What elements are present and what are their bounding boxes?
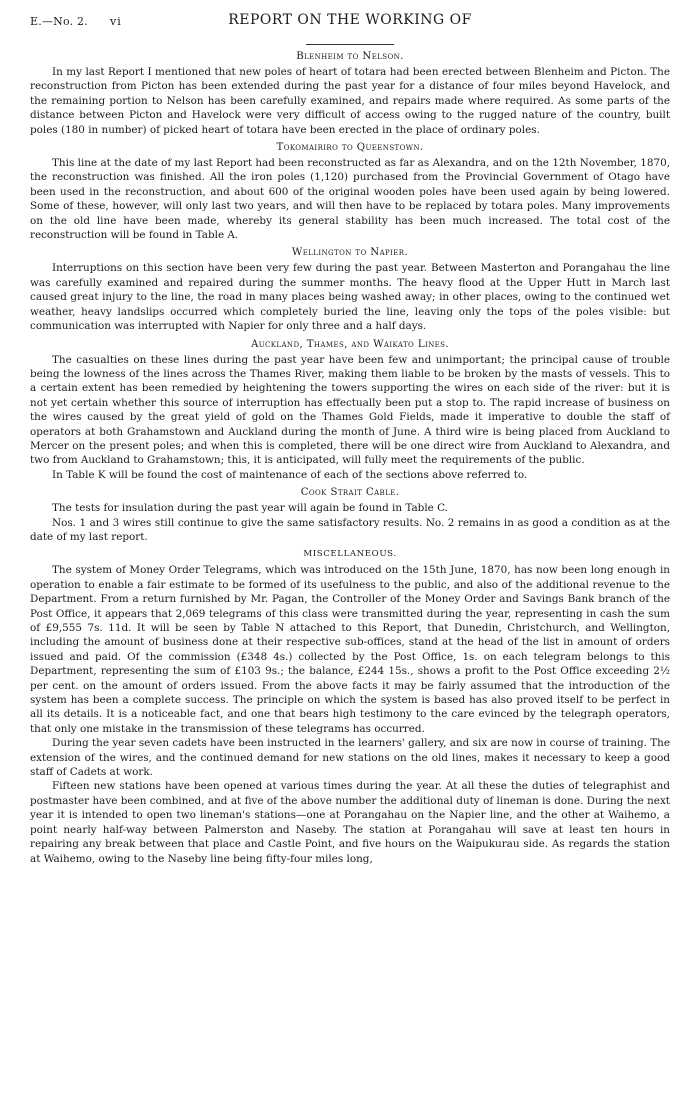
paragraph: The tests for insulation during the past year will again be found in Table C. xyxy=(52,502,448,515)
section-heading: Wellington to Napier. xyxy=(291,247,409,259)
paragraph: During the year seven cadets have been instructed in the learners' gallery, and six are now in course of training. The extension of the wires, and the continued demand for new stations on the old lines, makes it necessary to keep a good staff of Cadets at work. xyxy=(30,737,670,779)
section-heading: Tokomairiro to Queenstown. xyxy=(276,142,424,154)
paragraph: The system of Money Order Telegrams, which was introduced on the 15th June, 1870, has now been long enough in operation to enable a fair estimate to be formed of its usefulness to the public, and also of the additional revenue to the Department. From a return furnished by Mr. Pagan, the Controller of the Money Order and Savings Bank branch of the Post Office, it appears that 2,069 telegrams of this class were transmitted during the year, representing in cash the sum of £9,555 7s. 11d. It will be seen by Table N attached to this Report, that Dunedin, Christchurch, and Wellington, including the amount of business done at their respective sub-offices, stand at the head of the list in amount of orders issued and paid. Of the commission (£348 4s.) collected by the Post Office, 1s. on each telegram belongs to this Department, representing the sum of £103 9s.; the balance, £244 15s., shows a profit to the Post Office exceeding 2½ per cent. on the amount of orders issued. From the above facts it may be fairly assumed that the introduction of the system has been a complete success. The principle on which the system is based has also proved itself to be perfect in all its details. It is a noticeable fact, and one that bears high testimony to the care evinced by the telegraph operators, that only one mistake in the transmission of these telegrams has occurred. xyxy=(30,564,670,735)
page-header xyxy=(0,0,700,44)
running-title: REPORT ON THE WORKING OF xyxy=(228,12,472,28)
paragraph: Fifteen new stations have been opened at various times during the year. At all these the duties of telegraphist and postmaster have been combined, and at five of the above number the additional duty of lineman is done. During the next year it is intended to open two lineman's stations—one at Porangahau on the Napier line, and the other at Waihemo, a point nearly half-way between Palmerston and Naseby. The station at Porangahau will save at least ten hours in repairing any break between that place and Castle Point, and five hours on the Waipukurau side. As regards the station at Waihemo, owing to the Naseby line being fifty-four miles long, xyxy=(30,780,670,865)
paragraph: This line at the date of my last Report had been reconstructed as far as Alexandra, and on the 12th November, 1870, the reconstruction was finished. All the iron poles (1,120) purchased from the Provincial Government of Otago have been used in the reconstruction, and about 600 of the original wooden poles have been used again by being lowered. Some of these, however, will only last two years, and will then have to be replaced by totara poles. Many improvements on the old line have been made, whereby its general stability has been much increased. The total cost of the reconstruction will be found in Table A. xyxy=(30,157,670,242)
section-heading: Blenheim to Nelson. xyxy=(296,51,404,62)
paragraph: In Table K will be found the cost of maintenance of each of the sections above referred to. xyxy=(52,468,528,481)
paragraph: Interruptions on this section have been very few during the past year. Between Masterton and Porangahau the line was carefully examined and repaired during the summer months. The heavy flood at the Upper Hutt in March last caused great injury to the line, the road in many places being washed away; in other places, owing to the continued wet weather, heavy landslips occurred which completely buried the line, leaving only the tops of the poles visible: but communication was interrupted with Napier for only three and a half days. xyxy=(30,262,670,333)
section-heading: Auckland, Thames, and Waikato Lines. xyxy=(250,338,450,350)
document-reference: E.—No. 2. xyxy=(30,15,88,28)
header-rule xyxy=(306,44,394,45)
paragraph: In my last Report I mentioned that new poles of heart of totara had been erected between Blenheim and Picton. The reconstruction from Picton has been extended during the past year for a distance of four miles beyond Havelock, and the remaining portion to Nelson has been carefully examined, and repairs made where required. As some parts of the distance between Picton and Havelock were very difficult of access owing to the rugged nature of the country, built poles (180 in number) of picked heart of totara have been erected in the place of ordinary poles. xyxy=(30,66,670,136)
page-number: vi xyxy=(110,15,122,28)
paragraph: The casualties on these lines during the past year have been few and unimportant; the principal cause of trouble being the lowness of the lines across the Thames River, making them liable to be broken by the masts of vessels. This to a certain extent has been remedied by heightening the towers supporting the wires on each side of the river: but it is not yet certain whether this source of interruption has effectually been put a stop to. The rapid increase of business on the wires caused by the great yield of gold on the Thames Gold Fields, made it imperative to double the staff of operators at both Grahamstown and Auckland during the month of June. A third wire is being placed from Auckland to Mercer on the present poles; and when this is completed, there will be one direct wire from Auckland to Alexandra, and two from Auckland to Grahamstown; this, it is anticipated, will fully meet the requirements of the public. xyxy=(30,353,670,467)
paragraph: Nos. 1 and 3 wires still continue to give the same satisfactory results. No. 2 remains in as good a condition as at the date of my last report. xyxy=(30,516,670,543)
section-heading: Cook Strait Cable. xyxy=(300,487,400,499)
section-heading: MISCELLANEOUS. xyxy=(303,549,397,560)
